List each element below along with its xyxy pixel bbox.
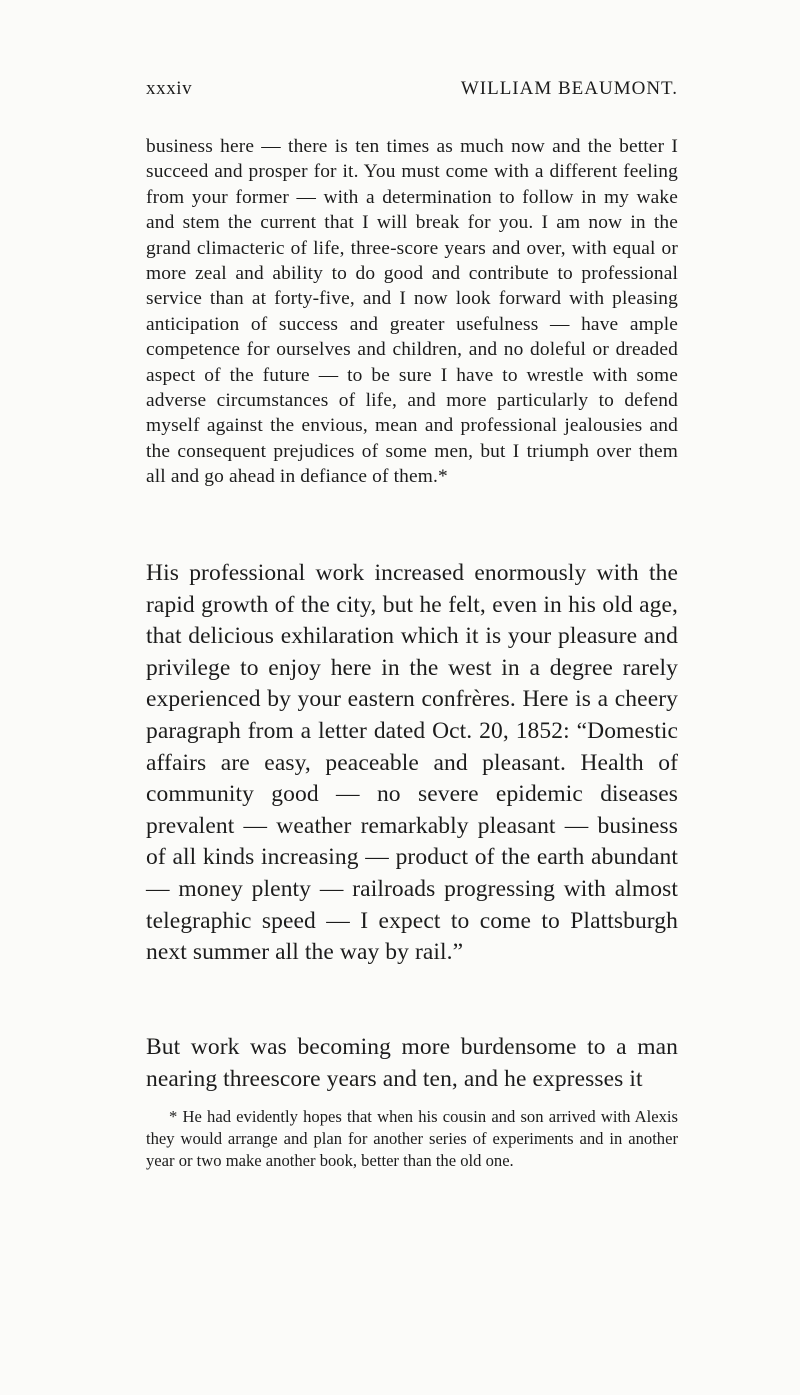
running-head [146,78,678,108]
running-title: WILLIAM BEAUMONT. [460,78,678,99]
footnote: * He had evidently hopes that when his cousin and son arrived with Alexis they would arrange and plan for another series of experiments and in another year or two make another book, better than the old one. [146,1107,678,1170]
body-paragraph-1: His professional work increased enormously with the rapid growth of the city, but he felt, even in his old age, that delicious exhilaration which it is your pleasure and privilege to enjoy here in the west in a degree rarely experienced by your eastern confrères. Here is a cheery paragraph from a letter dated Oct. 20, 1852: “Domestic affairs are easy, peaceable and pleasant. Health of community good — no severe epidemic diseases prevalent — weather remarkably pleasant — business of all kinds increasing — product of the earth abundant — money plenty — railroads progressing with almost telegraphic speed — I expect to come to Plattsburgh next summer all the way by rail.” [146,560,678,966]
body-paragraph-2: But work was becoming more burdensome to a man nearing threescore years and ten, and he expresses it [146,1034,678,1092]
letter-extract: business here — there is ten times as much now and the better I succeed and prosper for it. You must come with a different feeling from your former — with a determination to follow in my wake and stem the current that I will break for you. I am now in the grand climacteric of life, three-score years and over, with equal or more zeal and ability to do good and contribute to professional service than at forty-five, and I now look forward with pleasing anticipation of success and greater usefulness — have ample competence for ourselves and children, and no doleful or dreaded aspect of the future — to be sure I have to wrestle with some adverse circumstances of life, and more particularly to defend myself against the envious, mean and professional jealousies and the consequent prejudices of some men, but I triumph over them all and go ahead in defiance of them.* [146,136,678,488]
page-number: xxxiv [146,78,193,99]
